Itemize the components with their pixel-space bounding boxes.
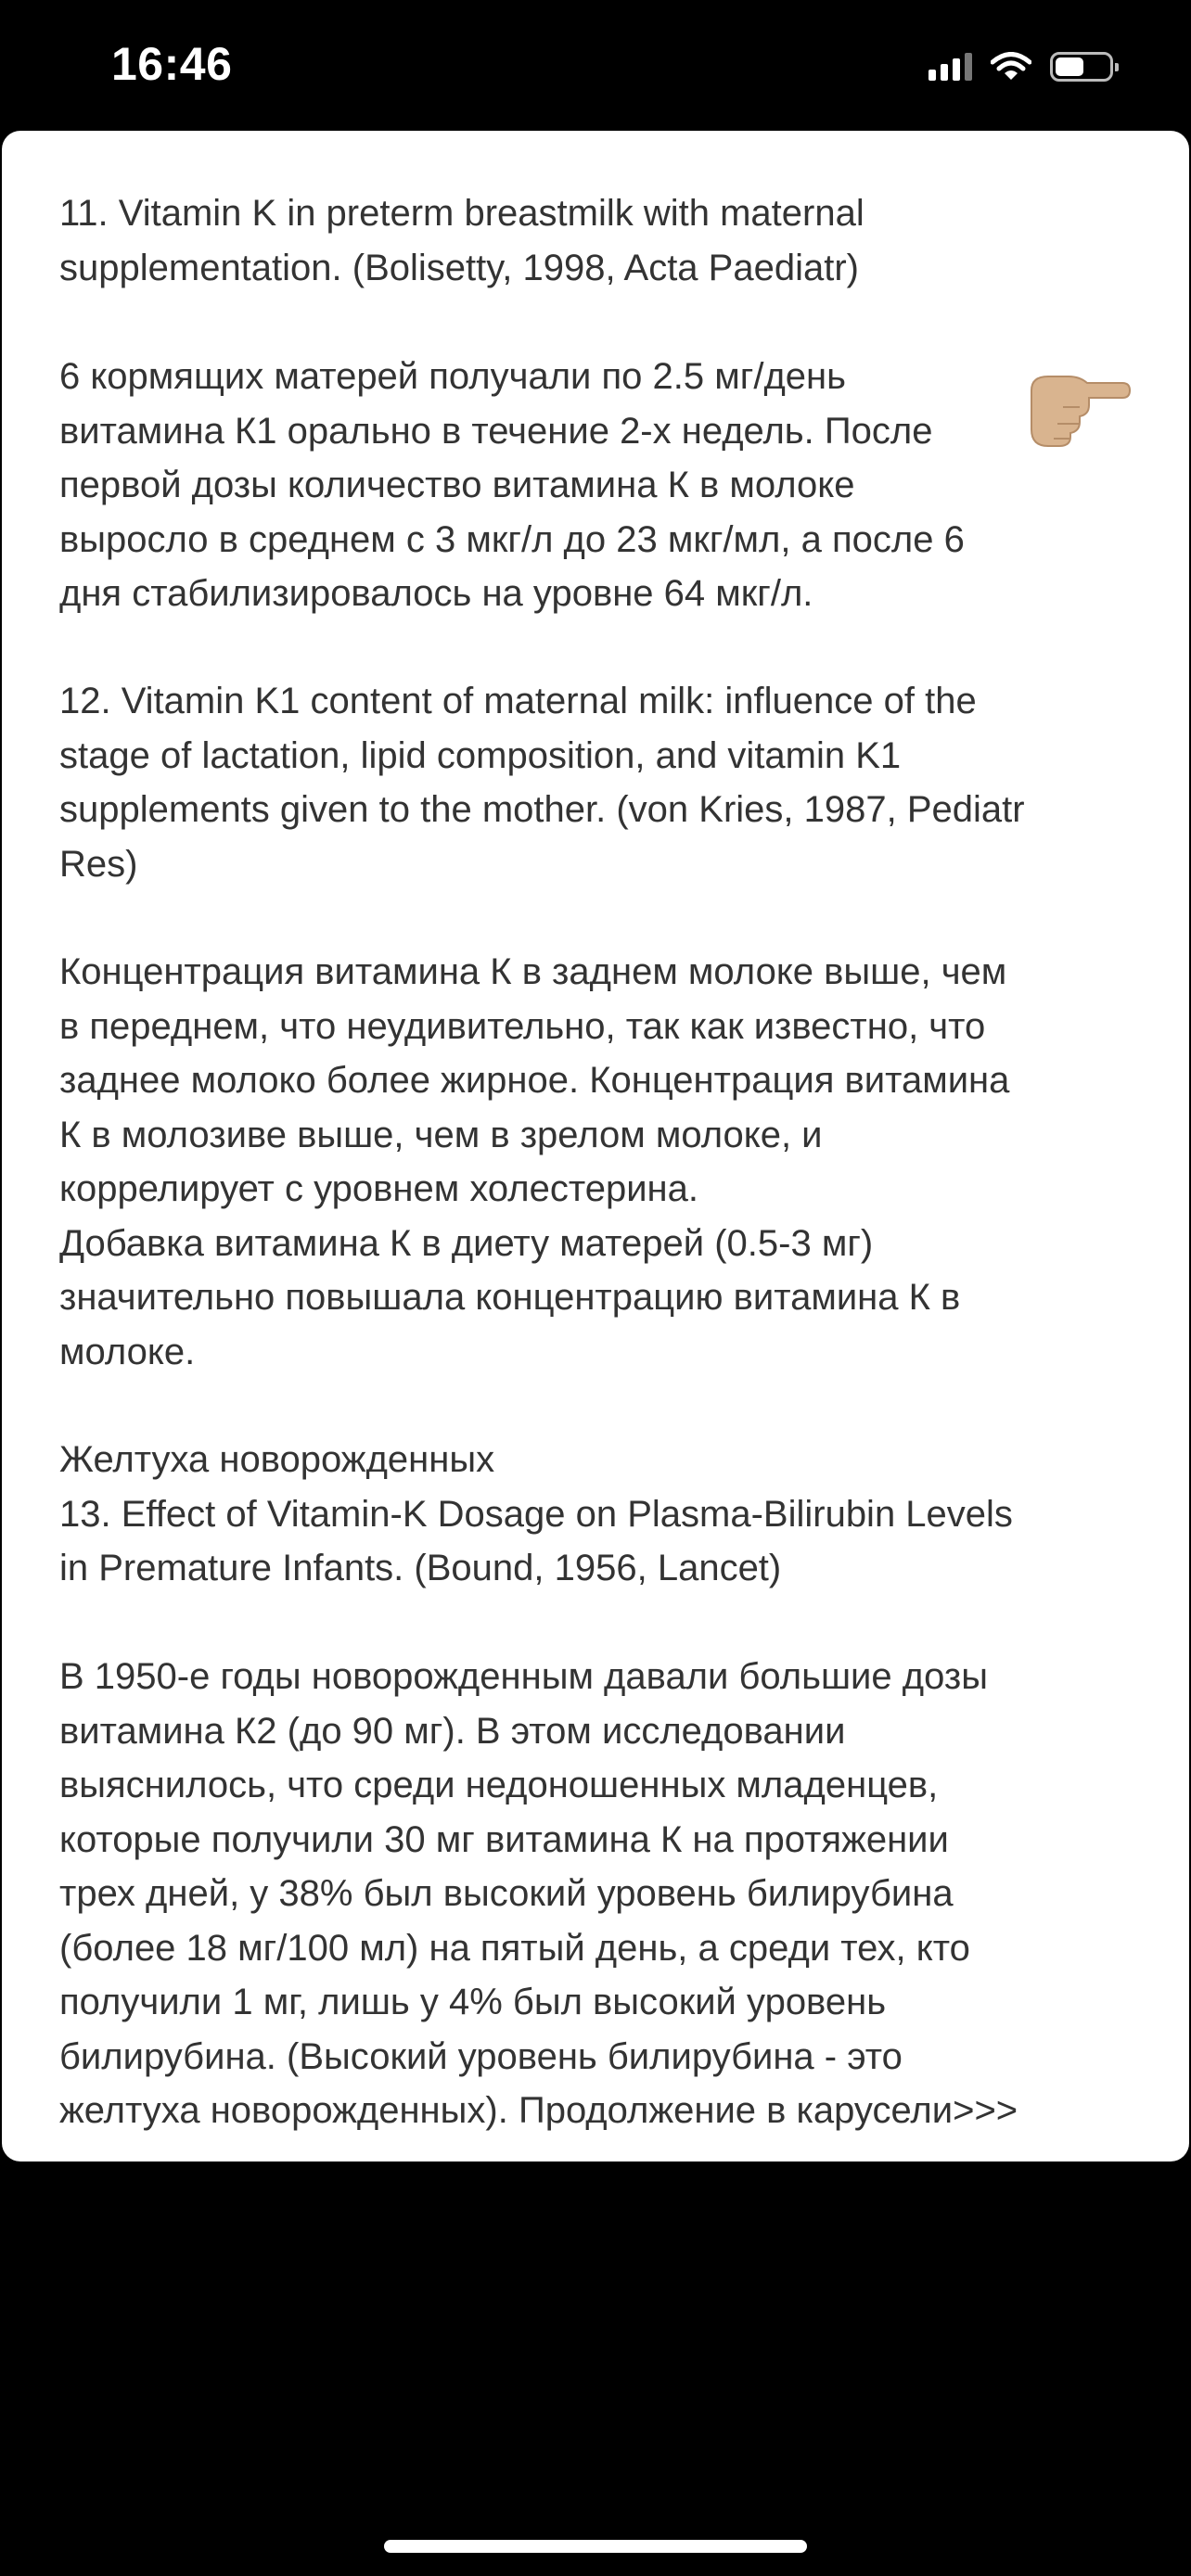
paragraph-study-13-title: Желтуха новорожденных 13. Effect of Vitamin-K Dosage on Plasma-Bilirubin Levels in Premature Infants. (Bound, 1956, Lancet) <box>59 1439 1013 1588</box>
paragraph-study-11-summary: 6 кормящих матерей получали по 2.5 мг/день витамина К1 орально в течение 2-х недель. После первой дозы количество витамина К в молоке выросло в среднем с 3 мкг/л до 23 мкг/мл, а после 6 дня стабилизировалось на уровне 64 мкг/л. <box>59 356 965 614</box>
battery-level <box>1056 57 1083 76</box>
paragraph-study-12-title: 12. Vitamin K1 content of maternal milk: influence of the stage of lactation, lipid composition, and vitamin K1 supplements given to the mother. (von Kries, 1987, Pediatr Res) <box>59 681 1025 885</box>
paragraph-study-13-summary: В 1950-е годы новорожденным давали большие дозы витамина К2 (до 90 мг). В этом исследовании выяснилось, что среди недоношенных младенцев, которые получили 30 мг витамина К на протяжении трех дней, у 38% был высокий уровень билирубина (более 18 мг/100 мл) на пятый день, а среди тех, кто получили 1 мг, лишь у 4% был высокий уровень билирубина. (Высокий уровень билирубина - это желтуха новорожденных). Продолжение в карусели>>> <box>59 1656 1018 2131</box>
status-icons <box>928 48 1113 85</box>
signal-icon <box>928 53 972 81</box>
battery-icon <box>1050 52 1113 82</box>
status-bar <box>0 0 1191 130</box>
wifi-icon <box>991 52 1031 82</box>
post-text-card[interactable] <box>2 131 1189 2162</box>
status-time: 16:46 <box>111 38 233 90</box>
paragraph-study-12-summary: Концентрация витамина К в заднем молоке выше, чем в переднем, что неудивительно, так как известно, что заднее молоко более жирное. Концентрация витамина К в молозиве выше, чем в зрелом молоке, и коррелирует с уровнем холестерина. Добавка витамина К в диету матерей (0.5-3 мг) значительно повышала концентрацию витамина К в молоке. <box>59 951 1010 1372</box>
paragraph-study-11-title: 11. Vitamin K in preterm breastmilk with maternal supplementation. (Bolisetty, 1998, Acta Paediatr) <box>59 193 864 288</box>
home-indicator[interactable] <box>384 2540 807 2553</box>
